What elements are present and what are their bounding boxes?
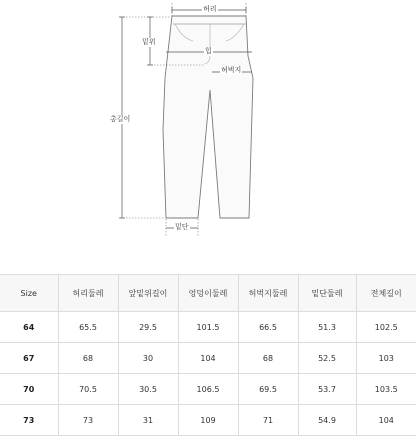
total-length-label: 총길이 [110,115,131,123]
header-size: Size [0,275,58,312]
table-row [0,343,416,374]
table-cell: 73 [58,405,118,436]
size-cell: 67 [0,343,58,374]
table-cell: 31 [118,405,178,436]
table-cell: 104 [356,405,416,436]
table-cell: 106.5 [178,374,238,405]
thigh-label: 허벅지 [221,66,242,74]
table-cell: 104 [178,343,238,374]
waist-label: 허리 [203,5,217,13]
table-cell: 65.5 [58,312,118,343]
table-row [0,374,416,405]
size-cell: 64 [0,312,58,343]
table-cell: 68 [58,343,118,374]
table-cell: 70.5 [58,374,118,405]
table-cell: 30 [118,343,178,374]
table-cell: 103.5 [356,374,416,405]
hip-label: 힙 [205,47,212,55]
table-cell: 101.5 [178,312,238,343]
rise-label: 밑위 [142,38,156,46]
table-cell: 71 [238,405,298,436]
table-cell: 54.9 [298,405,356,436]
table-row [0,312,416,343]
table-cell: 51.3 [298,312,356,343]
header-front-rise: 앞밑위길이 [118,275,178,312]
table-cell: 30.5 [118,374,178,405]
size-cell: 70 [0,374,58,405]
size-table [0,274,416,436]
table-cell: 109 [178,405,238,436]
table-cell: 69.5 [238,374,298,405]
table-cell: 68 [238,343,298,374]
header-hip: 엉덩이둘레 [178,275,238,312]
header-thigh: 허벅지둘레 [238,275,298,312]
table-row [0,405,416,436]
table-cell: 103 [356,343,416,374]
table-cell: 52.5 [298,343,356,374]
hem-label: 밑단 [175,223,189,231]
size-cell: 73 [0,405,58,436]
table-header-row [0,275,416,312]
table-cell: 102.5 [356,312,416,343]
table-cell: 66.5 [238,312,298,343]
header-total-length: 전체길이 [356,275,416,312]
header-hem: 밑단둘레 [298,275,356,312]
table-cell: 29.5 [118,312,178,343]
header-waist: 허리둘레 [58,275,118,312]
table-cell: 53.7 [298,374,356,405]
